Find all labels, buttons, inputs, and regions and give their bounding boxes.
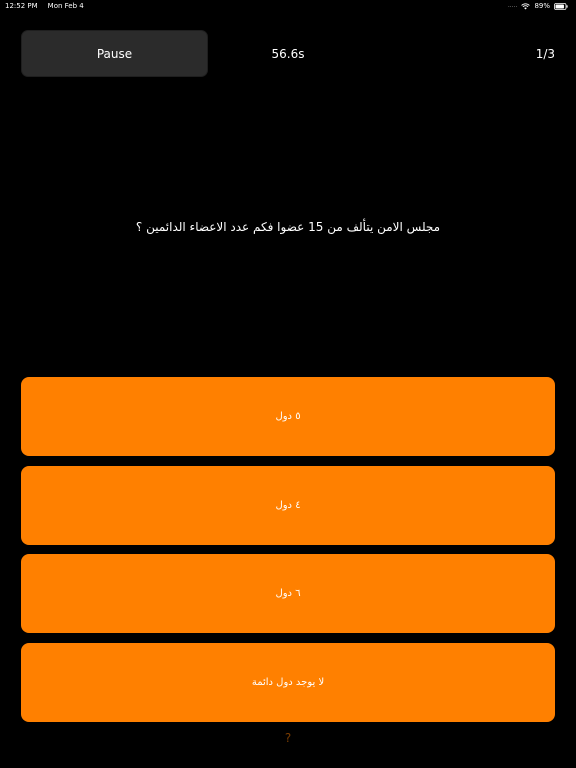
question-progress: 1/3	[535, 46, 555, 61]
answer-button-4[interactable]: لا يوجد دول دائمة	[21, 643, 555, 722]
question-text: مجلس الامن يتألف من 15 عضوا فكم عدد الاعضاء الدائمين ؟	[135, 220, 441, 234]
pause-button[interactable]: Pause	[21, 30, 208, 77]
top-bar	[21, 30, 555, 77]
answer-button-3[interactable]: ٦ دول	[21, 554, 555, 633]
answer-button-1[interactable]: ٥ دول	[21, 377, 555, 456]
battery-icon	[554, 3, 568, 10]
status-date: Mon Feb 4	[47, 2, 84, 10]
status-time: 12:52 PM	[5, 2, 38, 10]
battery-percent: 89%	[534, 2, 550, 10]
status-left	[5, 0, 84, 12]
signal-icon: .....	[507, 2, 518, 9]
status-right	[508, 0, 568, 12]
answer-button-2[interactable]: ٤ دول	[21, 466, 555, 545]
timer-label: 56.6s	[271, 46, 305, 61]
status-bar	[0, 0, 576, 12]
wifi-icon	[521, 3, 530, 10]
help-button[interactable]: ?	[284, 731, 292, 745]
